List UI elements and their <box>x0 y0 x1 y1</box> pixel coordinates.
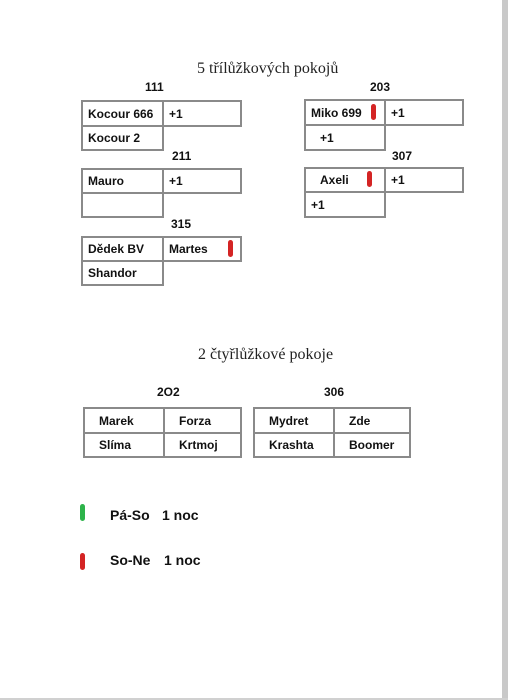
bed-name: Krtmoj <box>179 438 218 452</box>
bed-cell <box>253 407 335 434</box>
red-marker-icon <box>80 553 85 570</box>
legend-days: Pá-So <box>110 507 150 523</box>
room-number: 315 <box>171 217 192 231</box>
bed-cell <box>162 168 242 194</box>
legend-nights: 1 noc <box>162 507 199 523</box>
bed-cell <box>81 100 164 127</box>
bed-name: +1 <box>320 130 334 145</box>
room-number: 307 <box>392 149 413 163</box>
room-number: 2O2 <box>157 385 180 399</box>
bed-cell-empty <box>81 192 164 218</box>
bed-cell <box>304 124 386 151</box>
bed-name: +1 <box>391 173 405 187</box>
bed-name: Miko 699 <box>311 105 362 120</box>
bed-name: +1 <box>311 197 325 212</box>
bed-name: Martes <box>169 242 208 256</box>
bed-cell <box>83 432 165 458</box>
bed-cell <box>304 167 386 193</box>
bed-cell <box>384 167 464 193</box>
bed-cell <box>333 407 411 434</box>
bed-name: Boomer <box>349 438 395 452</box>
room-number: 211 <box>172 149 192 163</box>
bed-name: +1 <box>391 105 405 120</box>
bed-cell <box>163 407 242 434</box>
bed-cell <box>81 236 164 262</box>
green-marker-icon <box>80 504 85 521</box>
bed-cell <box>384 99 464 126</box>
bed-name: Slíma <box>99 438 132 452</box>
bed-name: Mydret <box>269 413 309 428</box>
room-number: 203 <box>370 80 391 94</box>
bed-cell <box>162 100 242 127</box>
bed-name: Kocour 666 <box>88 106 154 121</box>
bed-name: Krashta <box>269 438 314 452</box>
bed-cell <box>163 432 242 458</box>
triple-rooms-heading: 5 třílůžkových pokojů <box>197 60 339 77</box>
bed-cell <box>333 432 411 458</box>
bed-cell <box>304 191 386 218</box>
bed-name: Zde <box>349 413 371 428</box>
saturday-sunday-marker <box>228 240 233 257</box>
bed-name: Kocour 2 <box>88 131 141 145</box>
bed-name: Forza <box>179 413 212 428</box>
bed-name: Mauro <box>88 174 124 188</box>
saturday-sunday-marker <box>371 104 376 120</box>
bed-name: Axeli <box>320 173 349 187</box>
page-edge-shadow <box>502 0 508 700</box>
bed-cell <box>81 260 164 286</box>
quad-rooms-heading: 2 čtyřlůžkové pokoje <box>198 346 334 363</box>
bed-name: Dědek BV <box>88 242 145 256</box>
bed-cell <box>83 407 165 434</box>
room-number: 306 <box>324 385 345 399</box>
bed-name: +1 <box>169 106 183 121</box>
room-number: 111 <box>145 80 164 94</box>
bed-name: Shandor <box>88 266 137 280</box>
saturday-sunday-marker <box>367 171 372 187</box>
bed-cell <box>81 168 164 194</box>
bed-cell <box>253 432 335 458</box>
bed-name: Marek <box>99 413 134 428</box>
bed-cell <box>81 125 164 151</box>
bed-name: +1 <box>169 174 183 188</box>
legend-days: So-Ne <box>110 552 151 568</box>
legend-nights: 1 noc <box>164 552 201 568</box>
